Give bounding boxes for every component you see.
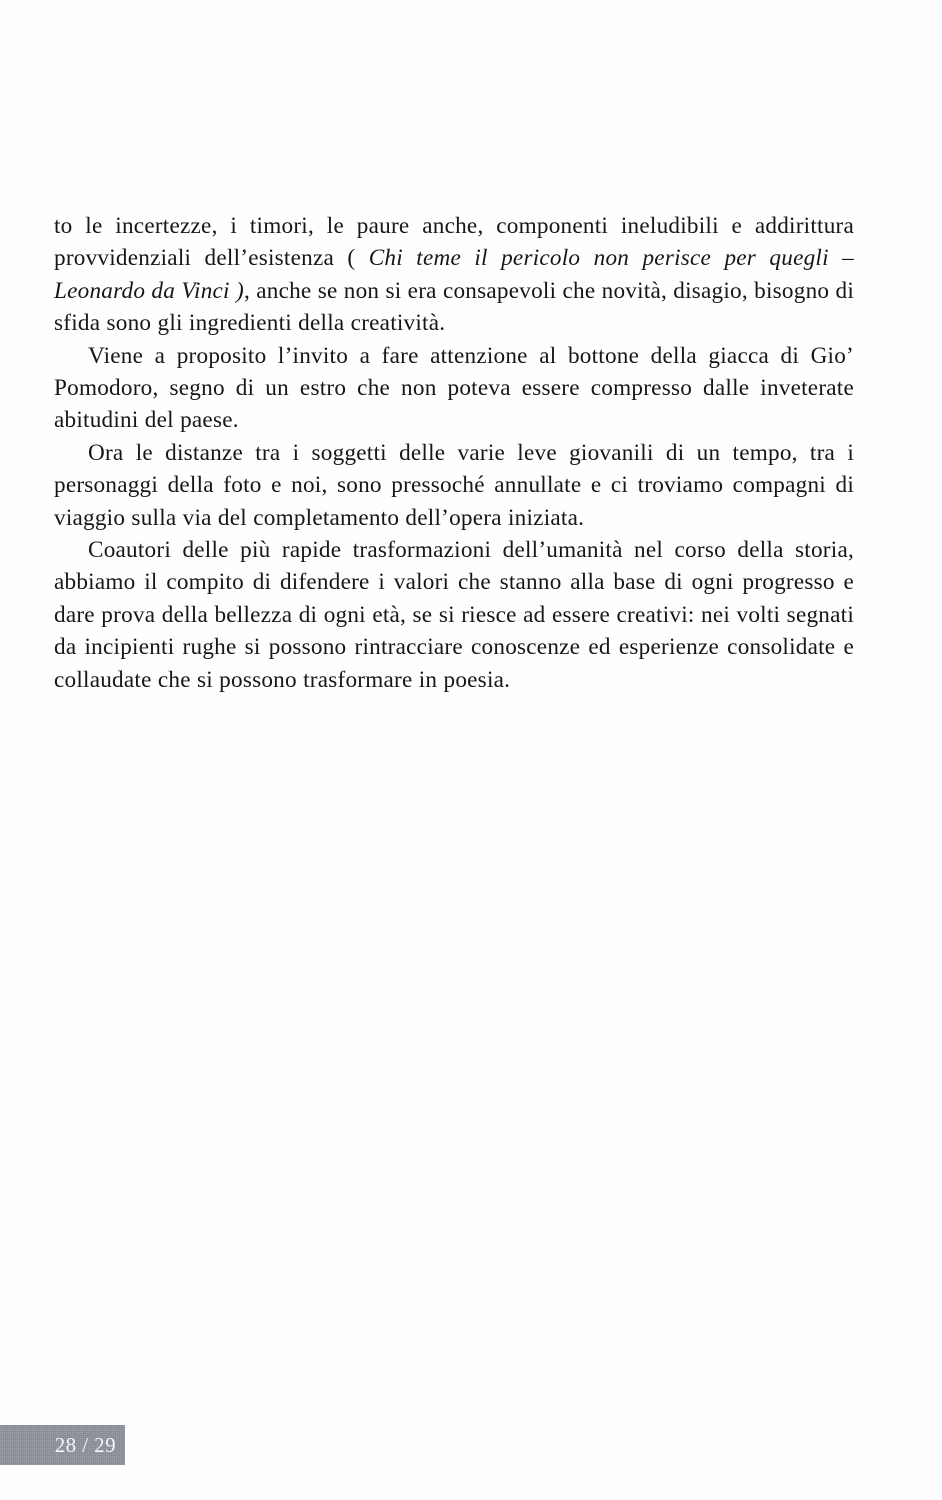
- paragraph-continuation-text-tail: , anche se non si era consapevoli che novità, disagio, bisogno di sfida sono gli ingredienti della creatività.: [54, 277, 854, 337]
- paragraph-continuation-text-lead: to le incertezze, i timori, le paure anche, componenti ineludibili e addirittura provvidenziali dell’esistenza (: [54, 213, 854, 272]
- page-number-bar: [0, 1425, 125, 1465]
- leonardo-da-vinci-quotation: Chi teme il pericolo non perisce per quegli – Leonardo da Vinci ): [54, 245, 854, 304]
- body-text-block: [54, 210, 854, 696]
- paragraph-coautori: Coautori delle più rapide trasformazioni dell’umanità nel corso della storia, abbiamo il compito di difendere i valori che stanno alla base di ogni progresso e dare prova della bellezza di ogni età, se si riesce ad essere creativi: nei volti segnati da incipienti rughe si possono rintracciare conoscenze ed esperienze consolidate e collaudate che si possono trasformare in poesia.: [54, 537, 854, 693]
- paragraph-pomodoro: Viene a proposito l’invito a fare attenzione al bottone della giacca di Gio’ Pomodoro, segno di un estro che non poteva essere compresso dalle inveterate abitudini del paese.: [54, 342, 854, 434]
- page-number-label: 28 / 29: [54, 1432, 116, 1457]
- paragraph-continuation: [54, 210, 854, 340]
- paragraph-distanze: Ora le distanze tra i soggetti delle varie leve giovanili di un tempo, tra i personaggi della foto e noi, sono pressoché annullate e ci troviamo compagni di viaggio sulla via del completamento dell’opera iniziata.: [54, 439, 854, 531]
